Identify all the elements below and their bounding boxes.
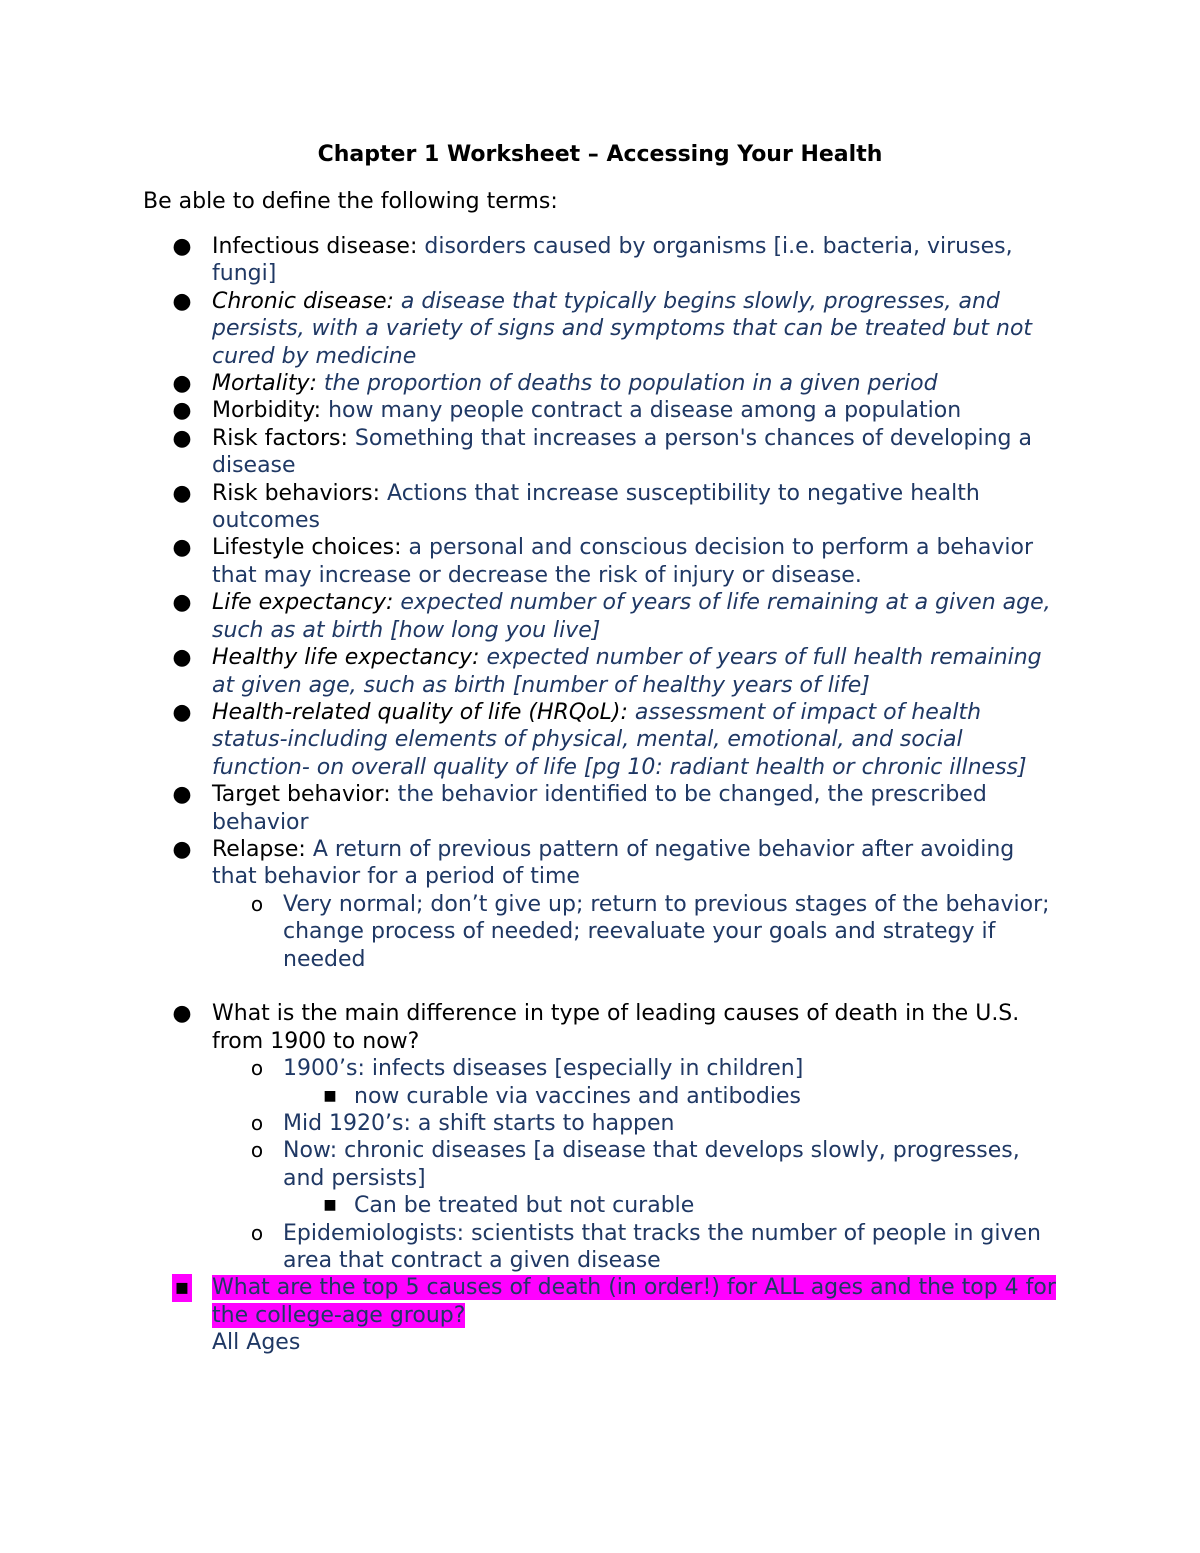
term-label: Morbidity: bbox=[212, 398, 322, 424]
bullet-icon: ● bbox=[172, 288, 192, 314]
answer-text: Now: chronic diseases [a disease that develops slowly, progresses, and persists] bbox=[283, 1138, 1020, 1191]
answer-text: Epidemiologists: scientists that tracks the number of people in given area that contract a given disease bbox=[283, 1220, 1041, 1274]
term-definition: the proportion of deaths to population in a given period bbox=[323, 371, 938, 397]
list-item bbox=[172, 288, 1062, 370]
answer-text: Can be treated but not curable bbox=[354, 1193, 695, 1219]
intro-text: Be able to define the following terms: bbox=[143, 189, 558, 214]
list-item bbox=[172, 836, 1062, 891]
term-label: Life expectancy: bbox=[212, 590, 394, 616]
term-definition: Something that increases a person's chances of developing a disease bbox=[212, 425, 1032, 479]
question-text: What are the top 5 causes of death (in order!) for ALL ages and the top 4 for the college-age group? bbox=[212, 1275, 1056, 1328]
list-item bbox=[172, 233, 1062, 288]
term-list bbox=[0, 233, 1200, 1357]
page-title: Chapter 1 Worksheet – Accessing Your Health bbox=[317, 142, 883, 167]
answer-text: 1900’s: infects diseases [especially in children] bbox=[283, 1056, 804, 1082]
bullet-icon: ● bbox=[172, 371, 192, 397]
term-definition: expected number of years of life remaining at a given age, such as at birth [how long you live] bbox=[212, 590, 1051, 643]
circle-bullet-icon: o bbox=[250, 891, 264, 916]
question-text: What is the main difference in type of leading causes of death in the U.S. from 1900 to now? bbox=[212, 1001, 1020, 1054]
sub-sub-list-item bbox=[323, 1083, 1054, 1110]
term-label: Infectious disease: bbox=[212, 234, 418, 259]
sub-sub-list-item bbox=[323, 1192, 1054, 1219]
bullet-icon: ▪ bbox=[172, 1274, 192, 1301]
term-definition: Actions that increase susceptibility to negative health outcomes bbox=[212, 480, 980, 534]
circle-bullet-icon: o bbox=[250, 1110, 264, 1135]
bullet-icon: ● bbox=[172, 836, 192, 862]
relapse-note: Very normal; don’t give up; return to previous stages of the behavior; change process of needed; reevaluate your goals and strategy if needed bbox=[283, 891, 1050, 972]
list-item bbox=[172, 781, 1062, 836]
all-ages-label: All Ages bbox=[212, 1330, 301, 1356]
sub-list-item bbox=[250, 1110, 1063, 1137]
term-definition: expected number of years of full health remaining at given age, such as birth [number of healthy years of life] bbox=[212, 645, 1042, 698]
bullet-icon: ● bbox=[172, 480, 192, 506]
circle-bullet-icon: o bbox=[250, 1056, 264, 1081]
circle-bullet-icon: o bbox=[250, 1220, 264, 1245]
bullet-icon: ● bbox=[172, 590, 192, 616]
list-item bbox=[172, 644, 1062, 699]
term-label: Target behavior: bbox=[212, 782, 391, 808]
square-bullet-icon: ■ bbox=[323, 1197, 337, 1214]
list-item bbox=[172, 480, 1062, 535]
bullet-icon: ● bbox=[172, 398, 192, 424]
term-definition: assessment of impact of health status-including elements of physical, mental, emotional, and social function- on overall quality of life [pg 10: radiant health or chronic illness] bbox=[212, 699, 1027, 780]
term-definition: a disease that typically begins slowly, progresses, and persists, with a variety of signs and symptoms that can be treated but not cured by medicine bbox=[212, 288, 1033, 369]
sub-list-item bbox=[250, 1220, 1063, 1275]
bullet-icon: ● bbox=[172, 234, 192, 259]
term-label: Health-related quality of life (HRQoL): bbox=[212, 699, 628, 725]
term-label: Mortality: bbox=[212, 371, 317, 397]
bullet-icon: ● bbox=[172, 645, 192, 671]
sub-list-item bbox=[250, 1137, 1063, 1192]
sub-list-item bbox=[250, 1055, 1063, 1082]
bullet-icon: ● bbox=[172, 782, 192, 808]
bullet-icon: ● bbox=[172, 699, 192, 725]
bullet-icon: ● bbox=[172, 425, 192, 451]
term-definition: disorders caused by organisms [i.e. bacteria, viruses, fungi] bbox=[212, 234, 1013, 287]
list-item bbox=[172, 425, 1062, 480]
term-definition: the behavior identified to be changed, the prescribed behavior bbox=[212, 782, 987, 835]
list-item bbox=[172, 534, 1062, 589]
term-label: Lifestyle choices: bbox=[212, 535, 402, 561]
list-item bbox=[172, 397, 1062, 424]
square-bullet-icon: ■ bbox=[323, 1087, 337, 1104]
answer-text: Mid 1920’s: a shift starts to happen bbox=[283, 1110, 675, 1136]
term-label: Relapse: bbox=[212, 836, 306, 862]
list-item bbox=[172, 370, 1062, 397]
list-item bbox=[172, 589, 1062, 644]
list-item bbox=[172, 699, 1062, 781]
term-label: Chronic disease: bbox=[212, 288, 394, 314]
spacer bbox=[0, 973, 1200, 1000]
sub-list-item bbox=[250, 891, 1063, 973]
term-definition: A return of previous pattern of negative behavior after avoiding that behavior for a period of time bbox=[212, 836, 1015, 890]
question-item bbox=[172, 1000, 1062, 1055]
term-label: Risk factors: bbox=[212, 425, 348, 451]
circle-bullet-icon: o bbox=[250, 1138, 264, 1163]
answer-text: now curable via vaccines and antibodies bbox=[354, 1083, 801, 1109]
highlighted-question-item bbox=[174, 1274, 1062, 1329]
term-label: Healthy life expectancy: bbox=[212, 645, 480, 671]
bullet-icon: ● bbox=[172, 1001, 192, 1027]
term-label: Risk behaviors: bbox=[212, 480, 381, 506]
term-definition: a personal and conscious decision to perform a behavior that may increase or decrease the risk of injury or disease. bbox=[212, 535, 1034, 588]
term-definition: how many people contract a disease among a population bbox=[328, 398, 962, 424]
bullet-icon: ● bbox=[172, 535, 192, 561]
